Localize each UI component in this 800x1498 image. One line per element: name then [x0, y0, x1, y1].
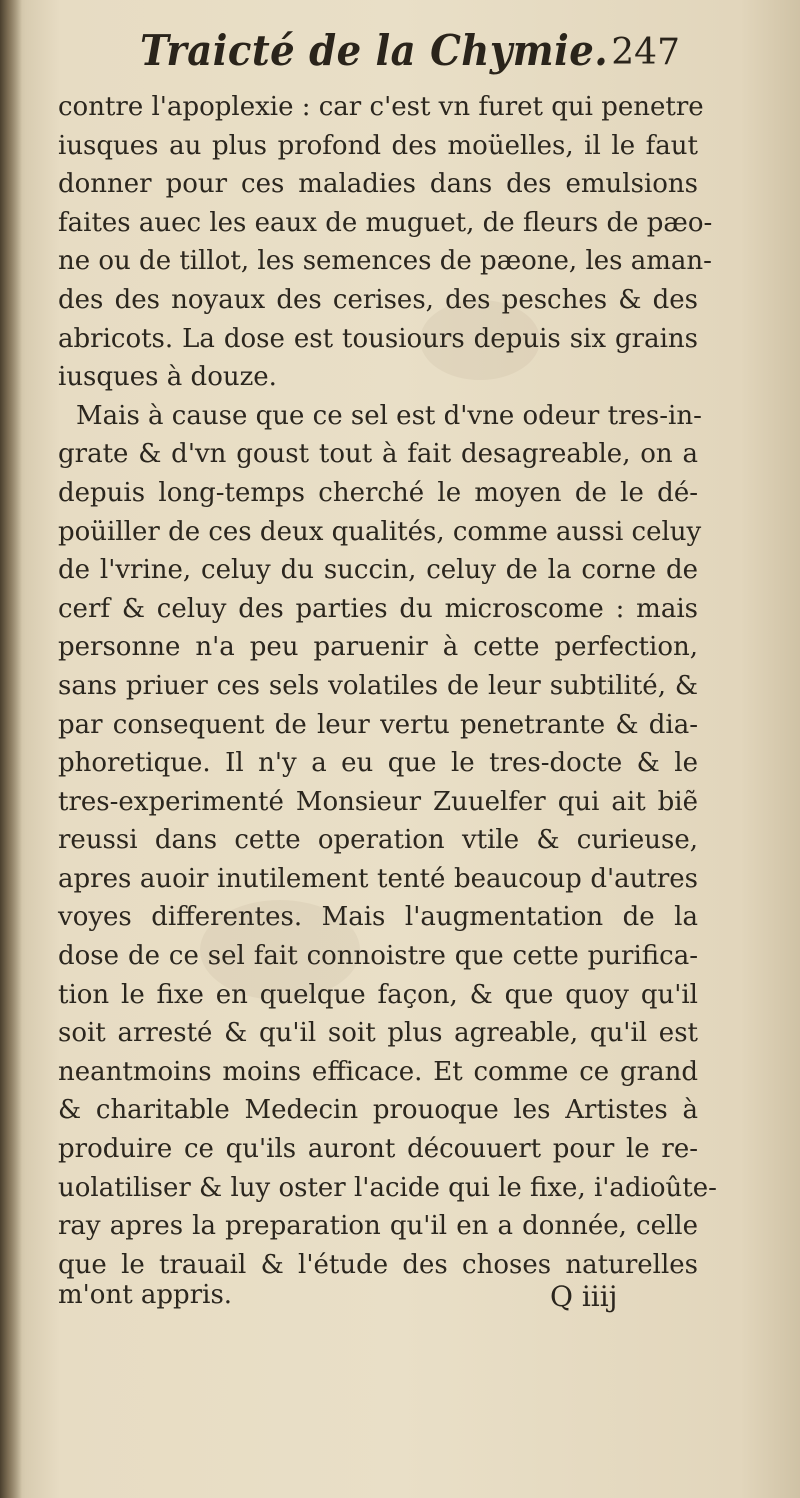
text-line: tion le fixe en quelque façon, & que quoy qu'il — [58, 979, 698, 1010]
text-line: depuis long-temps cherché le moyen de le dé- — [58, 477, 698, 508]
text-line: sans priuer ces sels volatiles de leur subtilité, & — [58, 670, 698, 701]
text-line: contre l'apoplexie : car c'est vn furet qui penetre — [58, 92, 704, 122]
text-line: par consequent de leur vertu penetrante & dia- — [58, 709, 698, 740]
text-line: voyes differentes. Mais l'augmentation de la — [58, 902, 698, 933]
binding-shadow — [0, 0, 22, 1498]
page-header — [140, 26, 700, 86]
text-line: & charitable Medecin prouoque les Artistes à — [58, 1095, 698, 1126]
page-number: 247 — [611, 32, 680, 73]
text-line: ray apres la preparation qu'il en a donnée, celle — [58, 1211, 698, 1242]
text-line: soit arresté & qu'il soit plus agreable, qu'il est — [58, 1018, 698, 1049]
text-line: dose de ce sel fait connoistre que cette purifica- — [58, 941, 698, 972]
text-line: apres auoir inutilement tenté beaucoup d'autres — [58, 863, 698, 894]
signature-mark: Q iiij — [550, 1280, 618, 1313]
text-line: reussi dans cette operation vtile & curieuse, — [58, 825, 698, 856]
final-text-line: m'ont appris. — [58, 1280, 233, 1310]
text-line: ne ou de tillot, les semences de pæone, les aman- — [58, 246, 712, 277]
text-line: de l'vrine, celuy du succin, celuy de la corne de — [58, 555, 698, 586]
text-line: faites auec les eaux de muguet, de fleurs de pæo- — [58, 207, 713, 238]
text-line: phoretique. Il n'y a eu que le tres-docte & le — [58, 748, 698, 779]
text-body — [58, 88, 717, 1284]
text-line: neantmoins moins efficace. Et comme ce grand — [58, 1056, 698, 1087]
text-line: personne n'a peu paruenir à cette perfection, — [58, 632, 698, 663]
text-line: poüiller de ces deux qualités, comme aussi celuy — [58, 516, 702, 547]
text-line: cerf & celuy des parties du microscome : mais — [58, 593, 698, 624]
text-line: que le trauail & l'étude des choses naturelles — [58, 1249, 698, 1280]
text-line: grate & d'vn goust tout à fait desagreable, on a — [58, 439, 698, 470]
text-line: iusques à douze. — [58, 362, 277, 393]
text-line: des des noyaux des cerises, des pesches & des — [58, 284, 698, 315]
text-line: iusques au plus profond des moüelles, il le faut — [58, 130, 698, 161]
text-line: produire ce qu'ils auront découuert pour le re- — [58, 1134, 698, 1165]
text-line: abricots. La dose est tousiours depuis six grains — [58, 323, 698, 354]
text-line: donner pour ces maladies dans des emulsions — [58, 169, 698, 200]
text-line: Mais à cause que ce sel est d'vne odeur tres-in- — [76, 400, 702, 431]
text-line: tres-experimenté Monsieur Zuuelfer qui ait biẽ — [58, 786, 698, 817]
running-title: Traicté de la Chymie. — [140, 26, 609, 75]
text-line: uolatiliser & luy oster l'acide qui le fixe, i'adioûte- — [58, 1172, 717, 1203]
